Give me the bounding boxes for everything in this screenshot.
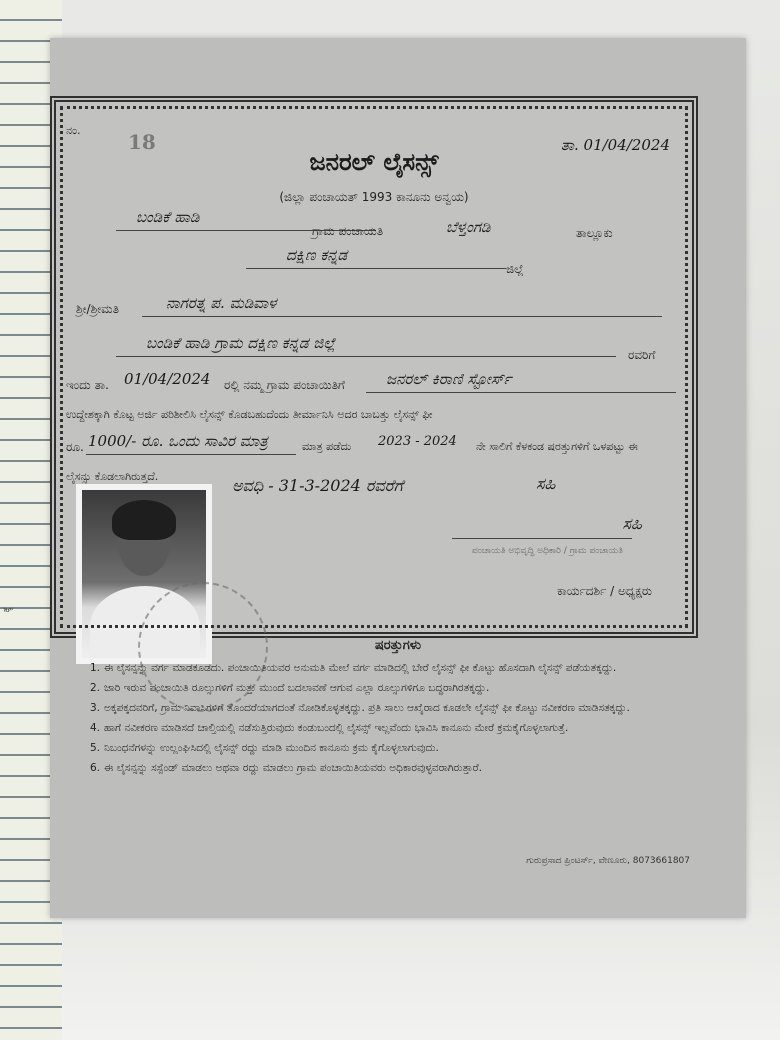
holder-prefix: ಶ್ರೀ/ಶ್ರೀಮತಿ [76, 302, 119, 316]
license-certificate [50, 96, 698, 638]
signature-rule [452, 538, 632, 539]
district-rule [246, 268, 506, 269]
fee-rule [86, 454, 296, 455]
applied-middle: ರಲ್ಲಿ ನಮ್ಮ ಗ್ರಾಮ ಪಂಚಾಯಿತಿಗೆ [224, 378, 345, 392]
holder-rule [142, 316, 662, 317]
village-name: ಬಂಡಿಕೆ ಹಾಡಿ [136, 208, 200, 226]
address-rule [116, 356, 616, 357]
validity-signature: ಸಹಿ [536, 474, 556, 493]
fee-amount: 1000/- ರೂ. ಒಂದು ಸಾವಿರ ಮಾತ್ರ [88, 432, 268, 450]
address-suffix: ರವರಿಗೆ [628, 348, 656, 362]
condition-item: 3. ಅಕ್ಕಪಕ್ಕದವರಿಗೆ, ಗ್ರಾಮ ನಿವಾಸಿಗಳಿಗೆ ತೊಂದರೆಯಾಗದಂತೆ ನೋಡಿಕೊಳ್ಳತಕ್ಕದ್ದು. ಪ್ರತಿ ಸಾಲು ಆಖೈರಾದ ಕೂಡಲೇ ಲೈಸನ್ಸ್ ಫೀ ಕೊಟ್ಟು ನವೀಕರಣ ಮಾಡಿಸತಕ್ಕದ್ದು. [90, 702, 630, 714]
district-label: ಜಿಲ್ಲೆ [506, 262, 524, 276]
officer-signature: ಸಹಿ [622, 514, 642, 533]
holder-address: ಬಂಡಿಕೆ ಹಾಡಿ ಗ್ರಾಮ ದಕ್ಷಿಣ ಕನ್ನಡ ಜಿಲ್ಲೆ [146, 334, 336, 352]
holder-name: ನಾಗರತ್ನ ಪ. ಮಡಿವಾಳ [166, 294, 277, 312]
certificate-subtitle: (ಜಿಲ್ಲಾ ಪಂಚಾಯತ್ 1993 ಕಾನೂನು ಅನ್ವಯ) [279, 190, 469, 204]
gram-panchayat-label: ಗ್ರಾಮ ಪಂಚಾಯತಿ [312, 224, 384, 238]
condition-item: 5. ನಿಬಂಧನೆಗಳನ್ನು ಉಲ್ಲಂಘಿಸಿದಲ್ಲಿ ಲೈಸನ್ಸ್ ರದ್ದು ಮಾಡಿ ಮುಂದಿನ ಕಾನೂನು ಕ್ರಮ ಕೈಗೊಳ್ಳಲಾಗುವುದು. [90, 742, 439, 754]
body-line-2: ನೇ ಸಾಲಿಗೆ ಕೆಳಕಂಡ ಷರತ್ತುಗಳಿಗೆ ಒಳಪಟ್ಟು ಈ [476, 440, 638, 453]
applied-prefix: ಇಂದು ತಾ. [66, 378, 109, 392]
certificate-title: ಜನರಲ್ ಲೈಸನ್ಸ್ [309, 148, 439, 176]
office-stamp-text: ಪಂಚಾಯತಿ ಅಭಿವೃದ್ಧಿ ಅಧಿಕಾರಿ / ಗ್ರಾಮ ಪಂಚಾಯತಿ [472, 546, 623, 556]
serial-number: 18 [128, 130, 156, 154]
fee-prefix: ರೂ. [66, 440, 84, 454]
printer-credit: ಗುರುಪ್ರಸಾದ ಪ್ರಿಂಟರ್ಸ್, ವೇಣೂರು, 8073661807 [526, 856, 690, 866]
signature-block [452, 512, 662, 592]
body-line-3: ಲೈಸನ್ಸು ಕೊಡಲಾಗಿರುತ್ತದೆ. [66, 470, 159, 483]
license-year: 2023 - 2024 [378, 434, 457, 449]
applied-date: 01/04/2024 [124, 370, 211, 388]
serial-label: ನಂ. [66, 124, 81, 137]
condition-item: 6. ಈ ಲೈಸನ್ಸನ್ನು ಸಸ್ಪೆಂಡ್ ಮಾಡಲು ಅಥವಾ ರದ್ದು ಮಾಡಲು ಗ್ರಾಮ ಪಂಚಾಯಿತಿಯವರು ಅಧಿಕಾರವುಳ್ಳವರಾಗಿರುತ್ತಾರೆ. [90, 762, 482, 774]
notebook-tab-text: ಕ್ಕ [0, 605, 13, 614]
license-purpose: ಜನರಲ್ ಕಿರಾಣಿ ಸ್ಟೋರ್ಸ್ [386, 370, 512, 388]
body-line-1: ಉದ್ದೇಶಕ್ಕಾಗಿ ಕೊಟ್ಟ ಅರ್ಜಿ ಪರಿಶೀಲಿಸಿ ಲೈಸನ್ಸ್ ಕೊಡಬಹುದೆಂದು ತೀರ್ಮಾನಿಸಿ ಅದರ ಬಾಬತ್ತು ಲೈಸನ್ಸ್ ಫೀ [66, 408, 433, 421]
license-sheet [50, 38, 746, 918]
taluk-label: ತಾಲ್ಲೂಕು [576, 226, 613, 240]
validity-note: ಅವಧಿ - 31-3-2024 ರವರೆಗೆ [232, 476, 404, 495]
conditions-section [50, 628, 746, 781]
taluk-name: ಬೆಳ್ತಂಗಡಿ [446, 218, 491, 236]
conditions-title: ಷರತ್ತುಗಳು [374, 638, 422, 653]
condition-item: 1. ಈ ಲೈಸನ್ಸನ್ನು ವರ್ಗ ಮಾಡಕೂಡದು. ಪಂಚಾಯಿತಿಯವರ ಅನುಮತಿ ಮೇಲೆ ವರ್ಗ ಮಾಡಿದಲ್ಲಿ ಬೇರೆ ಲೈಸನ್ಸ್ ಫೀ ಕೊಟ್ಟು ಹೊಸದಾಗಿ ಲೈಸನ್ಸ್ ಪಡೆಯತಕ್ಕದ್ದು. [90, 662, 617, 674]
condition-item: 4. ಹಾಗೆ ನವೀಕರಣ ಮಾಡಿಸದೆ ಚಾಲ್ತಿಯಲ್ಲಿ ನಡೆಸುತ್ತಿರುವುದು ಕಂಡುಬಂದಲ್ಲಿ ಲೈಸನ್ಸ್ ಇಲ್ಲವೆಂದು ಭಾವಿಸಿ ಕಾನೂನು ಮೇರೆ ಕ್ರಮಕೈಗೊಳ್ಳಲಾಗುತ್ತೆ. [90, 722, 569, 734]
signatory-label: ಕಾರ್ಯದರ್ಶಿ / ಅಧ್ಯಕ್ಷರು [557, 584, 652, 598]
condition-item: 2. ಜಾರಿ ಇರುವ ಪಂಚಾಯಿತಿ ರೂಲ್ಸುಗಳಿಗೆ ಮತ್ತು ಮುಂದೆ ಬದಲಾವಣೆ ಆಗುವ ಎಲ್ಲಾ ರೂಲ್ಸುಗಳಿಗೂ ಬದ್ಧರಾಗಿರತಕ್ಕದ್ದು. [90, 682, 490, 694]
conditions-list [50, 661, 746, 775]
purpose-rule [366, 392, 676, 393]
fee-middle: ಮಾತ್ರ ಪಡೆದು [302, 440, 352, 453]
district-name: ದಕ್ಷಿಣ ಕನ್ನಡ [286, 246, 348, 264]
issue-date: ತಾ. 01/04/2024 [560, 136, 670, 154]
